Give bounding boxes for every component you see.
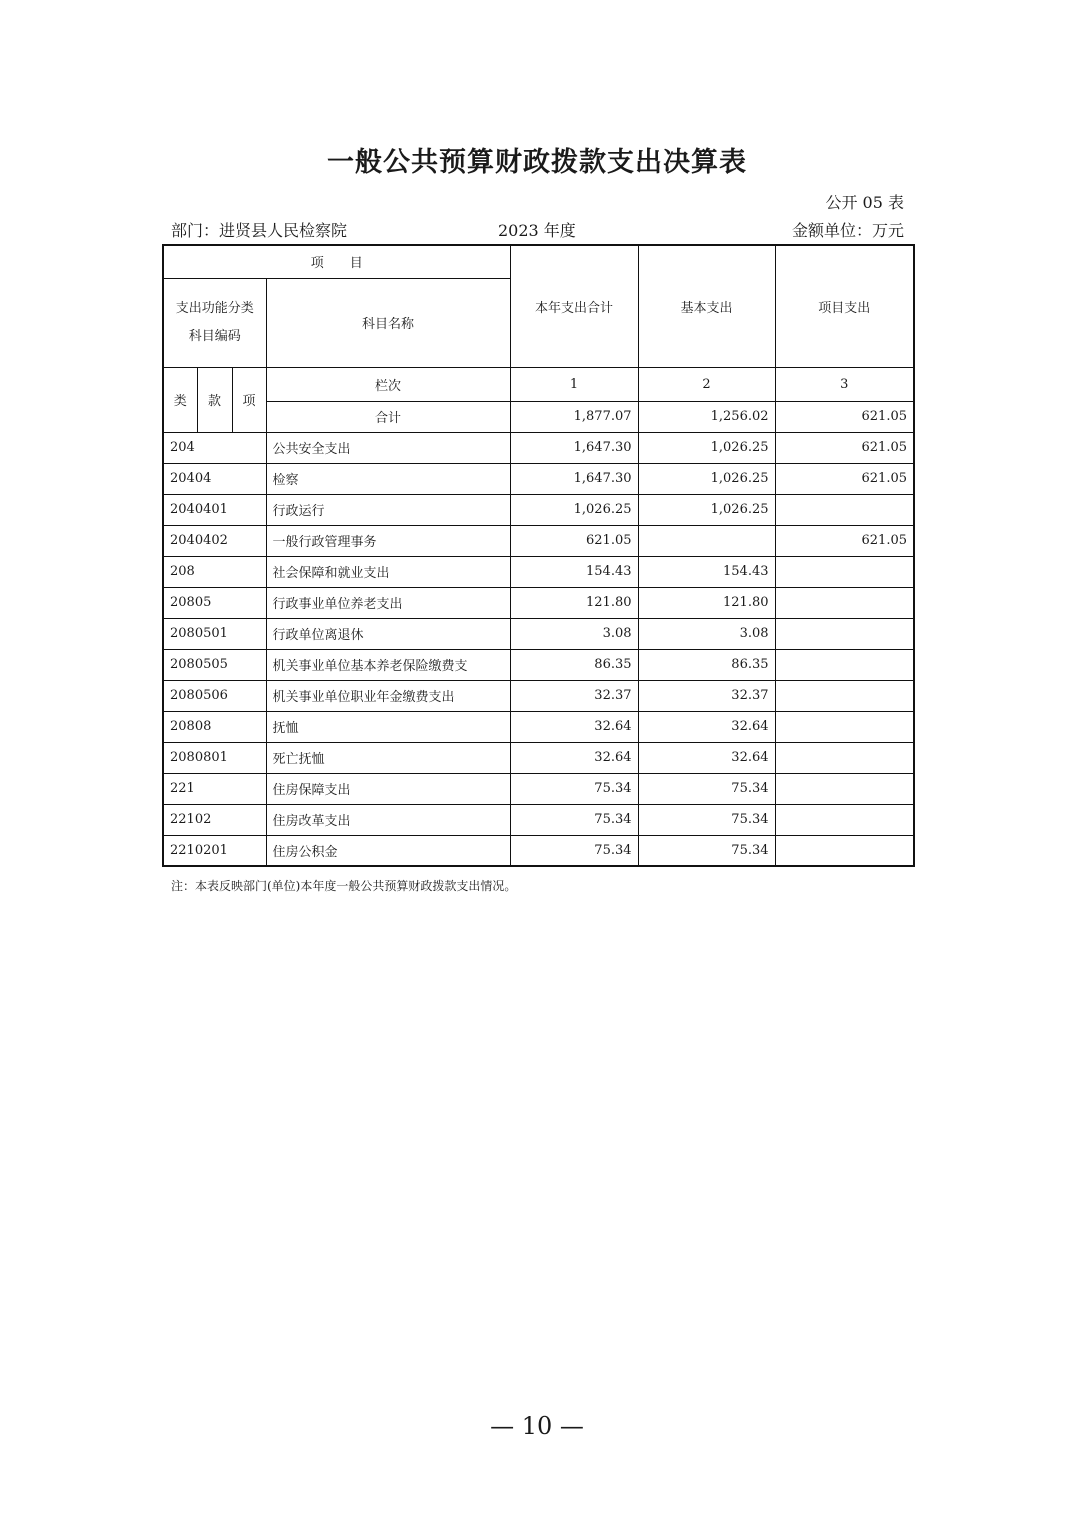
row-project: 621.05 (775, 463, 914, 494)
header-lanci: 栏次 (266, 367, 510, 401)
table-note: 注：本表反映部门(单位)本年度一般公共预算财政拨款支出情况。 (171, 879, 517, 893)
row-project (775, 711, 914, 742)
row-basic: 1,026.25 (638, 432, 775, 463)
header-item: 项 目 (163, 245, 510, 278)
row-basic: 32.64 (638, 742, 775, 773)
table-row (163, 618, 914, 649)
row-name: 机关事业单位基本养老保险缴费支 (266, 649, 510, 680)
row-total: 75.34 (510, 804, 638, 835)
row-name: 死亡抚恤 (266, 742, 510, 773)
table-row (163, 432, 914, 463)
row-name: 住房公积金 (266, 835, 510, 866)
col-number-1: 1 (510, 367, 638, 401)
page-title: 一般公共预算财政拨款支出决算表 (327, 147, 747, 178)
col-number-3: 3 (775, 367, 914, 401)
row-total: 1,647.30 (510, 463, 638, 494)
row-basic: 75.34 (638, 835, 775, 866)
row-code: 2210201 (163, 835, 266, 866)
row-code: 2080505 (163, 649, 266, 680)
table-row (163, 804, 914, 835)
expenditure-table (162, 244, 915, 867)
table-row (163, 680, 914, 711)
row-basic: 1,026.25 (638, 494, 775, 525)
row-project (775, 835, 914, 866)
row-basic: 121.80 (638, 587, 775, 618)
row-basic: 32.64 (638, 711, 775, 742)
header-xiang: 项 (232, 367, 266, 432)
row-total: 75.34 (510, 773, 638, 804)
department-label: 部门：进贤县人民检察院 (171, 221, 348, 240)
row-name: 抚恤 (266, 711, 510, 742)
table-row (163, 525, 914, 556)
header-basic: 基本支出 (638, 245, 775, 367)
row-code: 2040401 (163, 494, 266, 525)
header-project: 项目支出 (775, 245, 914, 367)
header-code: 支出功能分类科目编码 (163, 278, 266, 367)
row-total: 1,026.25 (510, 494, 638, 525)
row-code: 2080501 (163, 618, 266, 649)
row-project (775, 649, 914, 680)
row-name: 检察 (266, 463, 510, 494)
row-code: 2040402 (163, 525, 266, 556)
row-basic: 154.43 (638, 556, 775, 587)
row-name: 住房改革支出 (266, 804, 510, 835)
row-code: 204 (163, 432, 266, 463)
header-kuan: 款 (197, 367, 232, 432)
row-basic (638, 525, 775, 556)
row-total: 3.08 (510, 618, 638, 649)
table-row (163, 742, 914, 773)
row-code: 20805 (163, 587, 266, 618)
row-code: 2080506 (163, 680, 266, 711)
row-total: 75.34 (510, 835, 638, 866)
row-total: 621.05 (510, 525, 638, 556)
row-name: 住房保障支出 (266, 773, 510, 804)
row-name: 机关事业单位职业年金缴费支出 (266, 680, 510, 711)
row-name: 行政事业单位养老支出 (266, 587, 510, 618)
col-number-2: 2 (638, 367, 775, 401)
row-basic: 32.37 (638, 680, 775, 711)
page-number: — 10 — (490, 1412, 584, 1440)
table-row (163, 835, 914, 866)
row-total: 154.43 (510, 556, 638, 587)
table-row (163, 556, 914, 587)
table-row (163, 587, 914, 618)
row-project: 621.05 (775, 432, 914, 463)
row-name: 行政运行 (266, 494, 510, 525)
header-lei: 类 (163, 367, 197, 432)
row-project (775, 742, 914, 773)
row-code: 20404 (163, 463, 266, 494)
row-basic: 75.34 (638, 804, 775, 835)
row-code: 221 (163, 773, 266, 804)
header-name: 科目名称 (266, 278, 510, 367)
total-label: 合计 (266, 401, 510, 432)
row-code: 2080801 (163, 742, 266, 773)
row-project (775, 618, 914, 649)
row-name: 行政单位离退休 (266, 618, 510, 649)
row-total: 1,647.30 (510, 432, 638, 463)
row-total: 32.37 (510, 680, 638, 711)
header-total: 本年支出合计 (510, 245, 638, 367)
total-project: 621.05 (775, 401, 914, 432)
total-sum: 1,877.07 (510, 401, 638, 432)
row-basic: 1,026.25 (638, 463, 775, 494)
form-number: 公开 05 表 (825, 193, 904, 212)
row-total: 32.64 (510, 711, 638, 742)
row-project: 621.05 (775, 525, 914, 556)
row-basic: 3.08 (638, 618, 775, 649)
row-name: 公共安全支出 (266, 432, 510, 463)
row-project (775, 773, 914, 804)
row-project (775, 804, 914, 835)
fiscal-year: 2023 年度 (498, 221, 576, 240)
amount-unit: 金额单位：万元 (791, 221, 904, 240)
row-total: 32.64 (510, 742, 638, 773)
row-project (775, 680, 914, 711)
row-total: 86.35 (510, 649, 638, 680)
row-project (775, 587, 914, 618)
row-total: 121.80 (510, 587, 638, 618)
row-code: 20808 (163, 711, 266, 742)
row-basic: 86.35 (638, 649, 775, 680)
table-row (163, 649, 914, 680)
row-project (775, 556, 914, 587)
table-row (163, 773, 914, 804)
row-name: 一般行政管理事务 (266, 525, 510, 556)
row-code: 22102 (163, 804, 266, 835)
table-row (163, 494, 914, 525)
table-row (163, 711, 914, 742)
table-row (163, 463, 914, 494)
row-project (775, 494, 914, 525)
row-basic: 75.34 (638, 773, 775, 804)
total-basic: 1,256.02 (638, 401, 775, 432)
row-code: 208 (163, 556, 266, 587)
row-name: 社会保障和就业支出 (266, 556, 510, 587)
